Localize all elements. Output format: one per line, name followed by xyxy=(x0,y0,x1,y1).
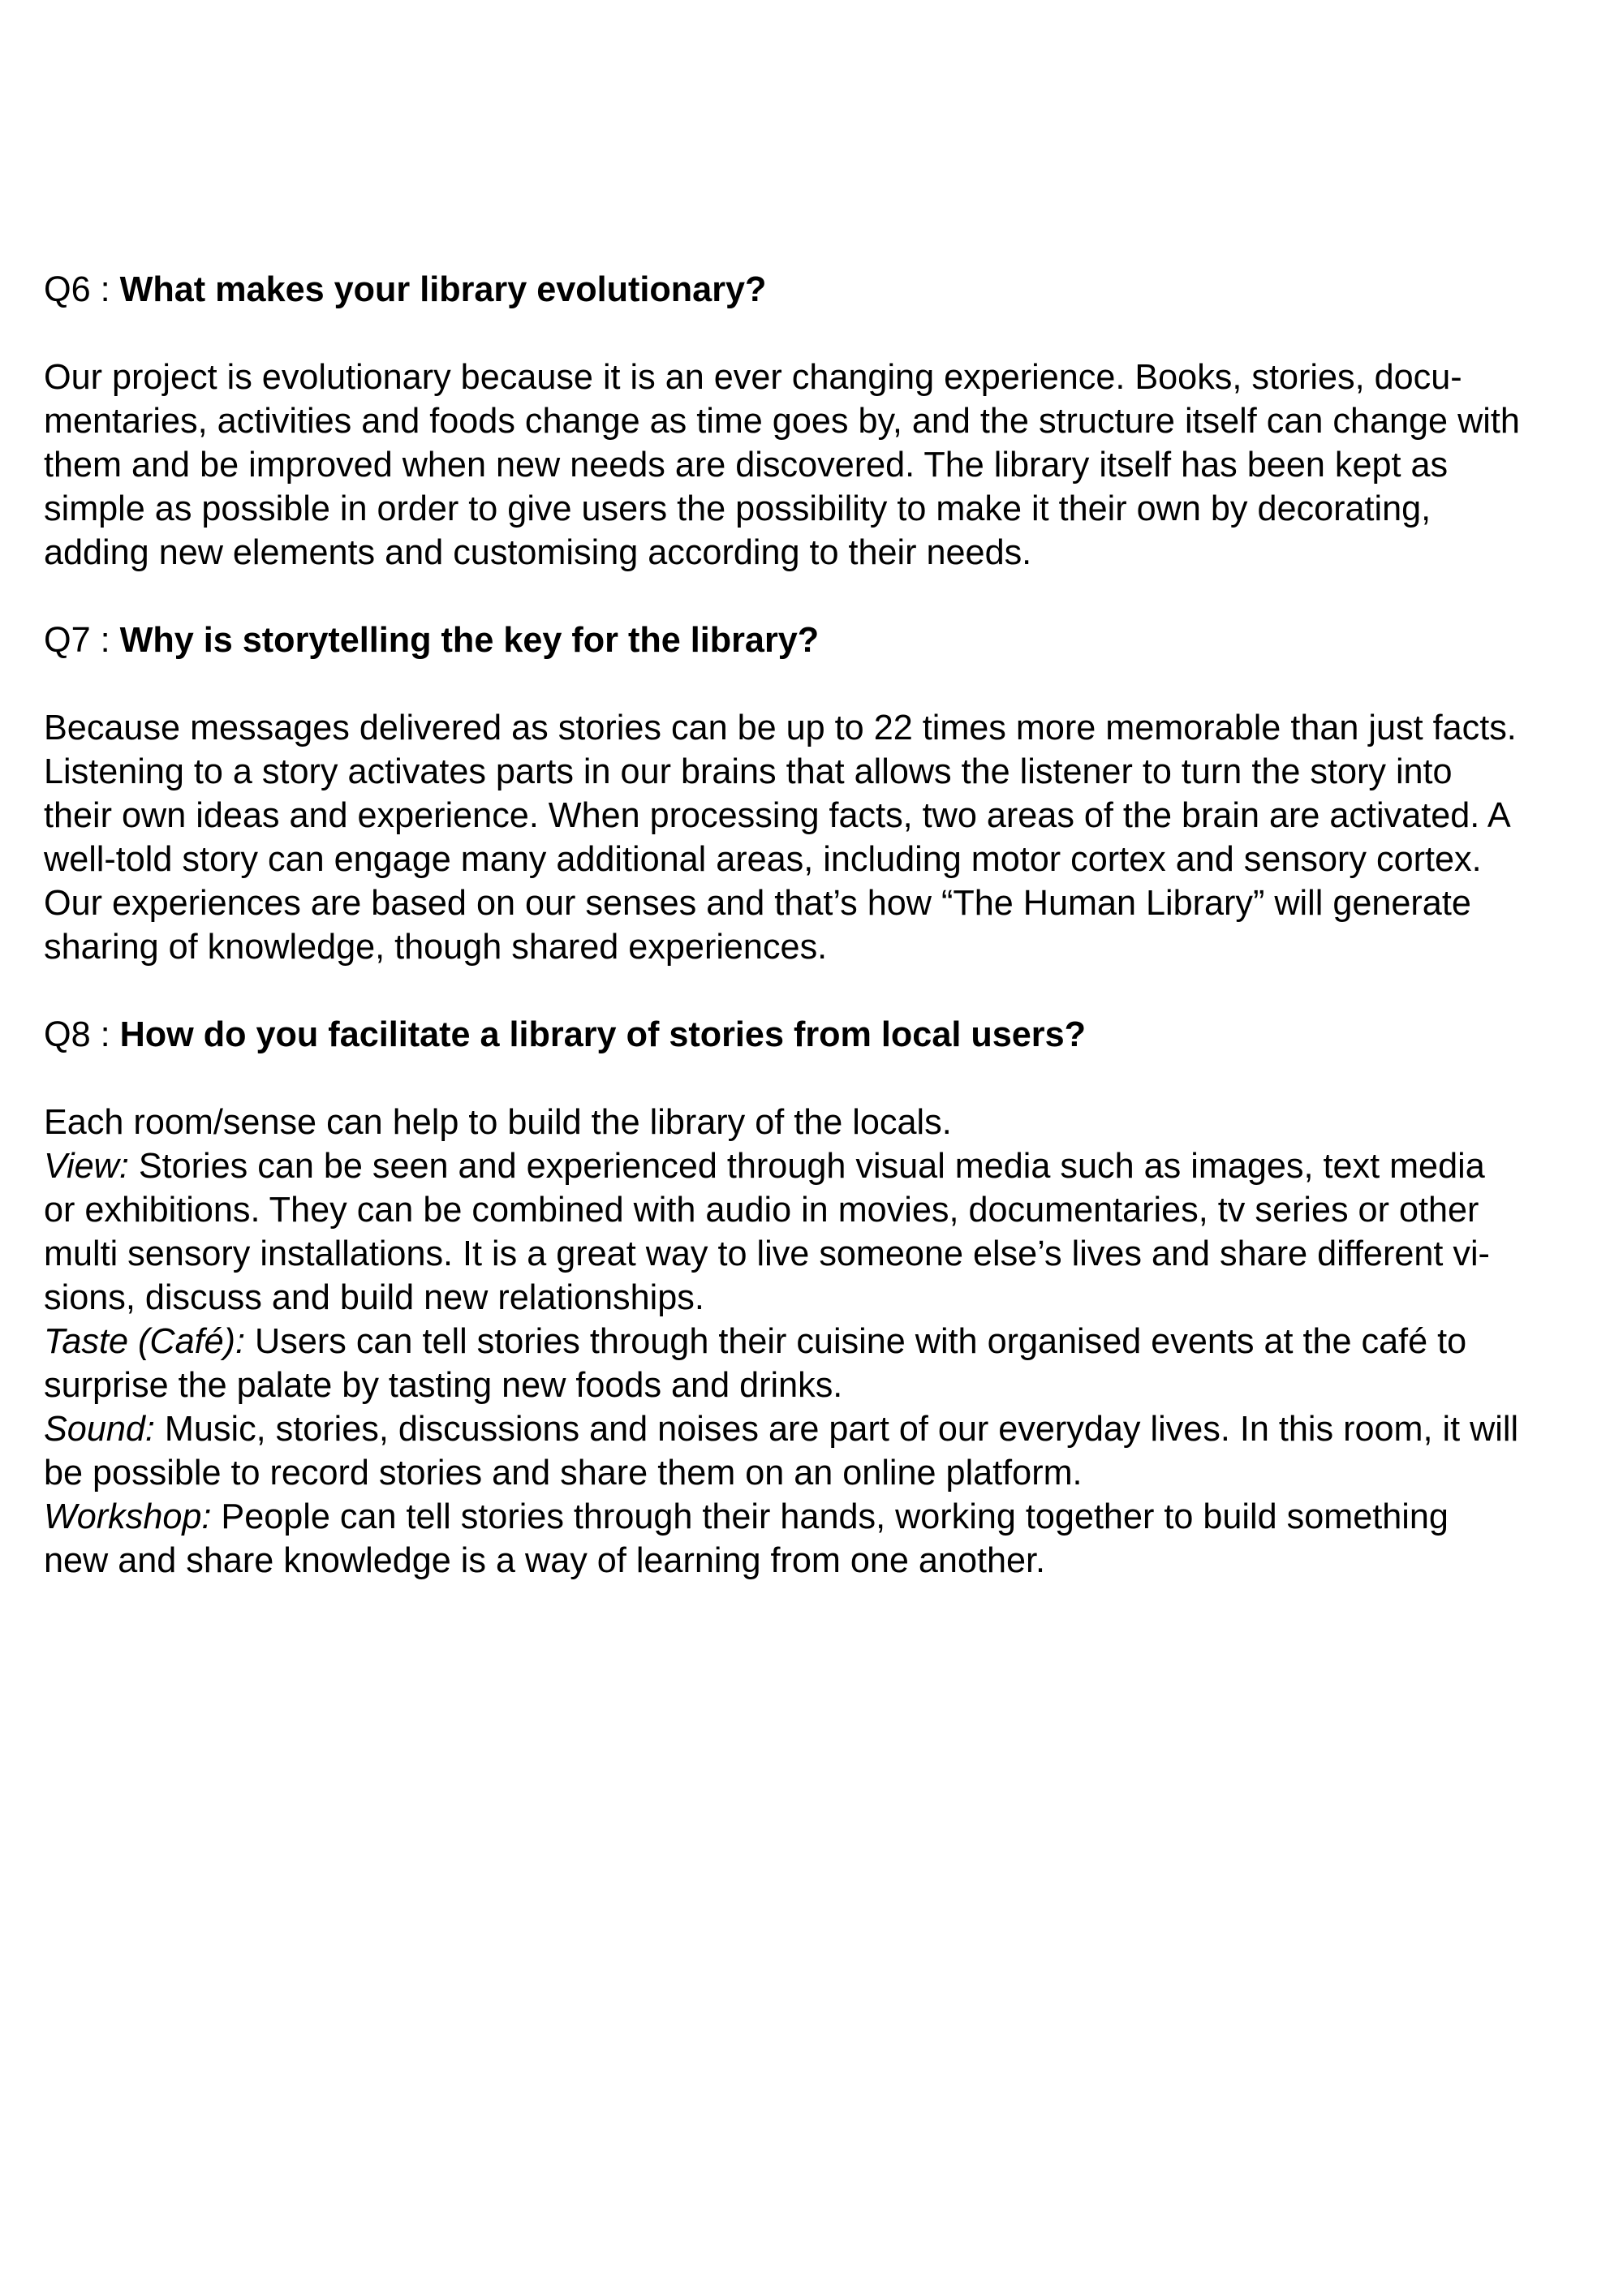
paragraph-line: Our experiences are based on our senses and that’s how “The Human Library” will generate xyxy=(44,884,1471,923)
paragraph-line: Our project is evolutionary because it is an ever changing experience. Books, stories, docu- xyxy=(44,358,1462,397)
intro-line: Each room/sense can help to build the library of the locals. xyxy=(44,1103,952,1142)
paragraph-line: sions, discuss and build new relationships. xyxy=(44,1278,704,1317)
paragraph-line: adding new elements and customising according to their needs. xyxy=(44,533,1032,572)
document-page xyxy=(44,268,1586,1626)
question-heading-q7 xyxy=(44,618,1586,662)
question-number: Q6 : xyxy=(44,270,120,309)
paragraph-line: multi sensory installations. It is a great way to live someone else’s lives and share different vi- xyxy=(44,1234,1490,1273)
paragraph-line: new and share knowledge is a way of learning from one another. xyxy=(44,1541,1046,1580)
question-number: Q8 : xyxy=(44,1015,120,1054)
question-text: How do you facilitate a library of stories from local users? xyxy=(119,1015,1086,1054)
paragraph-line: them and be improved when new needs are discovered. The library itself has been kept as xyxy=(44,446,1449,485)
question-number: Q7 : xyxy=(44,621,120,660)
view-text: Stories can be seen and experienced through visual media such as images, text media xyxy=(128,1147,1485,1186)
taste-label: Taste (Café): xyxy=(44,1322,246,1361)
paragraph-line: mentaries, activities and foods change as time goes by, and the structure itself can change with xyxy=(44,402,1520,441)
workshop-line xyxy=(44,1495,1586,1539)
paragraph-line: Because messages delivered as stories can be up to 22 times more memorable than just facts. xyxy=(44,709,1517,747)
paragraph-line: sharing of knowledge, though shared experiences. xyxy=(44,928,828,967)
sound-text: Music, stories, discussions and noises are part of our everyday lives. In this room, it will xyxy=(154,1410,1519,1449)
paragraph-line: well-told story can engage many additional areas, including motor cortex and sensory cortex. xyxy=(44,840,1482,879)
taste-line xyxy=(44,1320,1586,1363)
question-heading-q6 xyxy=(44,268,1586,312)
taste-text: Users can tell stories through their cuisine with organised events at the café to xyxy=(245,1322,1467,1361)
question-text: What makes your library evolutionary? xyxy=(119,270,767,309)
paragraph-line: be possible to record stories and share them on an online platform. xyxy=(44,1454,1083,1493)
question-heading-q8 xyxy=(44,1013,1586,1057)
question-text: Why is storytelling the key for the library? xyxy=(119,621,820,660)
paragraph-line: or exhibitions. They can be combined with audio in movies, documentaries, tv series or other xyxy=(44,1191,1479,1230)
answer-paragraph-q7 xyxy=(44,706,1586,969)
paragraph-line: their own ideas and experience. When processing facts, two areas of the brain are activated. A xyxy=(44,796,1511,835)
workshop-text: People can tell stories through their hands, working together to build something xyxy=(211,1497,1449,1536)
view-line xyxy=(44,1144,1586,1188)
paragraph-line: surprise the palate by tasting new foods and drinks. xyxy=(44,1366,843,1405)
workshop-label: Workshop: xyxy=(44,1497,212,1536)
paragraph-line: Listening to a story activates parts in our brains that allows the listener to turn the story into xyxy=(44,752,1453,791)
answer-paragraph-q6 xyxy=(44,355,1586,575)
paragraph-line: simple as possible in order to give users the possibility to make it their own by decorating, xyxy=(44,489,1431,528)
sound-line xyxy=(44,1407,1586,1451)
view-label: View: xyxy=(44,1147,129,1186)
answer-paragraph-q8 xyxy=(44,1101,1586,1583)
sound-label: Sound: xyxy=(44,1410,155,1449)
